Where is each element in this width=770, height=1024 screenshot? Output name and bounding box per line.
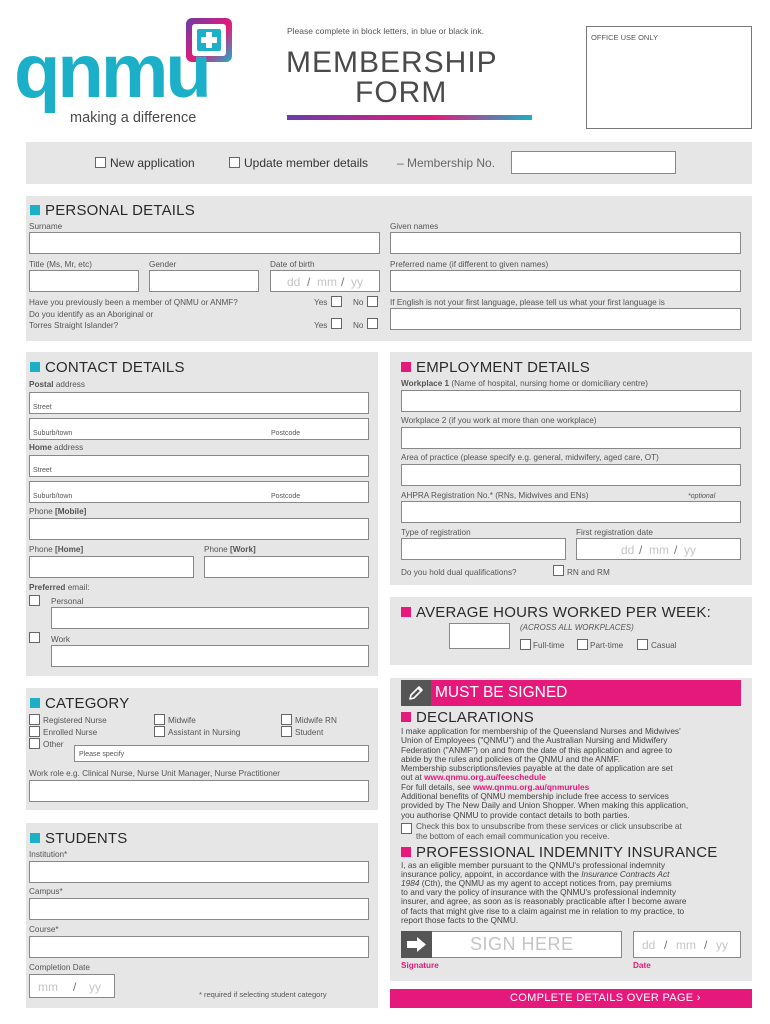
title-field[interactable] [29, 270, 139, 292]
personal-details-title: PERSONAL DETAILS [30, 202, 195, 219]
dob-dd: dd [287, 275, 301, 289]
suburb-hint: Suburb/town [33, 493, 73, 500]
midwife-checkbox[interactable] [154, 714, 165, 725]
postcode-hint: Postcode [271, 493, 301, 500]
institution-field[interactable] [29, 861, 369, 883]
enrolled-nurse-label: Enrolled Nurse [43, 728, 98, 737]
course-field[interactable] [29, 936, 369, 958]
email-work-label: Work [51, 635, 70, 644]
section-marker [401, 607, 411, 617]
part-time-checkbox[interactable] [577, 639, 588, 650]
hours-subtitle: (ACROSS ALL WORKPLACES) [520, 623, 634, 632]
banner-icon-box [401, 680, 431, 706]
completion-yy: yy [89, 980, 101, 994]
prev-member-no-label: No [353, 298, 364, 307]
pi-title: PROFESSIONAL INDEMNITY INSURANCE [401, 844, 717, 861]
preferred-name-field[interactable] [390, 270, 741, 292]
students-title: STUDENTS [30, 830, 127, 847]
surname-label: Surname [29, 222, 63, 231]
email-work-checkbox[interactable] [29, 632, 40, 643]
arrow-right-icon [406, 936, 427, 953]
ahpra-field[interactable] [401, 501, 741, 523]
date-label: Date [633, 961, 651, 970]
reg-slash-1: / [639, 543, 643, 557]
office-use-box [586, 26, 752, 129]
enrolled-nurse-checkbox[interactable] [29, 726, 40, 737]
section-marker [30, 833, 40, 843]
workplace2-label: Workplace 2 (if you work at more than one workplace) [401, 416, 597, 425]
campus-label: Campus* [29, 887, 63, 896]
first-language-label: If English is not your first language, please tell us what your first language is [390, 298, 665, 307]
type-registration-label: Type of registration [401, 528, 471, 537]
given-names-field[interactable] [390, 232, 741, 254]
pi-line2: insurance policy, appoint, in accordance with the Insurance Contracts Act [401, 869, 670, 879]
email-personal-field[interactable] [51, 607, 369, 629]
aboriginal-question-line1: Do you identify as an Aboriginal or [29, 310, 154, 319]
gender-field[interactable] [149, 270, 259, 292]
hours-field[interactable] [449, 623, 510, 649]
dob-slash-2: / [341, 275, 345, 289]
workplace1-label: Workplace 1 (Name of hospital, nursing home or domiciliary centre) [401, 379, 648, 388]
complete-details-text: COMPLETE DETAILS OVER PAGE › [510, 992, 701, 1004]
postal-address-label: Postal address [29, 380, 85, 389]
form-title-line1: MEMBERSHIP [286, 46, 498, 79]
preferred-email-label: Preferred email: [29, 583, 90, 592]
first-language-field[interactable] [390, 308, 741, 330]
must-be-signed-banner [401, 680, 741, 706]
form-title-line2: FORM [355, 76, 448, 109]
full-details-text: For full details, see www.qnmu.org.au/qnmurules [401, 782, 590, 792]
campus-field[interactable] [29, 898, 369, 920]
student-checkbox[interactable] [281, 726, 292, 737]
student-footnote: * required if selecting student category [199, 990, 327, 999]
sign-arrow-box [401, 931, 432, 958]
aboriginal-question-line2: Torres Straight Islander? [29, 321, 119, 330]
employment-details-title: EMPLOYMENT DETAILS [401, 359, 590, 376]
declarations-text: I make application for membership of the Queensland Nurses and Midwives' Union of Employees ("QNMU") and the Australian Nursing and Midwifery Federation ("ANMF") on and from the date of this application and agree to abide by the rules and policies of the QNMU and the ANMF. Membership subscriptions/levies payable at the date of application are set out at www.qnmu.org.au/feeschedule [401, 726, 681, 783]
ain-checkbox[interactable] [154, 726, 165, 737]
email-work-field[interactable] [51, 645, 369, 667]
phone-mobile-label: Phone [Mobile] [29, 507, 87, 516]
work-role-label: Work role e.g. Clinical Nurse, Nurse Unit Manager, Nurse Practitioner [29, 769, 281, 778]
new-application-checkbox[interactable] [95, 157, 106, 168]
must-be-signed-text: MUST BE SIGNED [435, 684, 568, 701]
sign-slash-1: / [664, 938, 668, 952]
aboriginal-yes-checkbox[interactable] [331, 318, 342, 329]
sign-here-hint: SIGN HERE [470, 934, 574, 954]
title-label: Title (Ms, Mr, etc) [29, 260, 92, 269]
workplace2-field[interactable] [401, 427, 741, 449]
postcode-hint: Postcode [271, 430, 301, 437]
workplace1-field[interactable] [401, 390, 741, 412]
rules-link[interactable]: www.qnmu.org.au/qnmurules [472, 782, 590, 792]
sign-mm: mm [676, 938, 696, 952]
declarations-title: DECLARATIONS [401, 709, 534, 726]
casual-label: Casual [651, 641, 677, 650]
unsubscribe-line2: the bottom of each email communication you receive. [416, 832, 610, 841]
part-time-label: Part-time [590, 641, 624, 650]
pi-line1: I, as an eligible member pursuant to the QNMU's professional indemnity [401, 860, 665, 870]
preferred-name-label: Preferred name (if different to given names) [390, 260, 549, 269]
given-names-label: Given names [390, 222, 439, 231]
gender-label: Gender [149, 260, 177, 269]
section-marker [401, 847, 411, 857]
unsubscribe-checkbox[interactable] [401, 823, 412, 834]
work-role-field[interactable] [29, 780, 369, 802]
completion-date-field[interactable] [29, 974, 115, 998]
reg-dd: dd [621, 543, 635, 557]
sign-slash-2: / [704, 938, 708, 952]
postal-suburb-field[interactable] [29, 418, 369, 440]
first-registration-label: First registration date [576, 528, 653, 537]
update-details-label: Update member details [244, 156, 369, 170]
reg-mm: mm [649, 543, 669, 557]
section-marker [30, 362, 40, 372]
surname-field[interactable] [29, 232, 380, 254]
home-address-label: Home address [29, 443, 84, 452]
signature-field[interactable] [401, 931, 622, 958]
section-marker [30, 698, 40, 708]
ain-label: Assistant in Nursing [168, 728, 241, 737]
home-suburb-field[interactable] [29, 481, 369, 503]
signature-label: Signature [401, 961, 439, 970]
aboriginal-no-label: No [353, 321, 364, 330]
student-label: Student [295, 728, 324, 737]
other-specify-field[interactable] [74, 745, 369, 762]
dob-label: Date of birth [270, 260, 315, 269]
midwife-rn-label: Midwife RN [295, 716, 337, 725]
other-checkbox[interactable] [29, 738, 40, 749]
pencil-icon [407, 684, 425, 702]
area-of-practice-field[interactable] [401, 464, 741, 486]
ink-instruction: Please complete in block letters, in blue or black ink. [287, 26, 485, 36]
sign-dd: dd [642, 938, 656, 952]
first-registration-field[interactable] [576, 538, 741, 560]
aboriginal-yes-label: Yes [314, 321, 328, 330]
ahpra-optional-note: *optional [688, 493, 716, 500]
complete-details-banner[interactable] [390, 989, 752, 1008]
ahpra-label: AHPRA Registration No.* (RNs, Midwives and ENs) [401, 491, 589, 500]
completion-date-label: Completion Date [29, 963, 90, 972]
full-time-checkbox[interactable] [520, 639, 531, 650]
type-registration-field[interactable] [401, 538, 566, 560]
dual-qualifications-label: Do you hold dual qualifications? [401, 568, 517, 577]
prev-member-yes-label: Yes [314, 298, 328, 307]
please-specify-hint: Please specify [79, 751, 125, 758]
phone-home-field[interactable] [29, 556, 194, 578]
unsubscribe-line1: Check this box to unsubscribe from these services or click unsubscribe at [416, 822, 682, 831]
pi-text-rest: to and vary the policy of insurance with the QNMU's professional indemnity insurer, and agree, as soon as is reasonably practicable after I become aware of facts that might give rise to a claim against me in relation to my practice, to report those facts to the QNMU. [401, 887, 687, 925]
phone-mobile-field[interactable] [29, 518, 369, 540]
phone-work-field[interactable] [204, 556, 369, 578]
registered-nurse-checkbox[interactable] [29, 714, 40, 725]
reg-yy: yy [684, 543, 696, 557]
other-label: Other [43, 740, 64, 749]
title-underline [287, 115, 532, 120]
midwife-rn-checkbox[interactable] [281, 714, 292, 725]
email-personal-label: Personal [51, 597, 84, 606]
sign-yy: yy [716, 938, 728, 952]
street-hint: Street [33, 404, 52, 411]
prev-member-yes-checkbox[interactable] [331, 296, 342, 307]
home-street-field[interactable] [29, 455, 369, 477]
previous-member-question: Have you previously been a member of QNMU or ANMF? [29, 298, 238, 307]
membership-no-label: – Membership No. [397, 156, 496, 170]
phone-work-label: Phone [Work] [204, 545, 256, 554]
institution-label: Institution* [29, 850, 68, 859]
course-label: Course* [29, 925, 59, 934]
office-use-label: OFFICE USE ONLY [591, 33, 658, 42]
logo-wordmark: qnmu [14, 29, 209, 114]
new-application-label: New application [110, 156, 195, 170]
logo [14, 18, 244, 130]
dob-slash-1: / [307, 275, 311, 289]
membership-no-field[interactable] [511, 151, 676, 174]
category-title: CATEGORY [30, 695, 129, 712]
rn-rm-label: RN and RM [567, 568, 610, 577]
dob-field[interactable] [270, 270, 380, 292]
section-marker [30, 205, 40, 215]
area-of-practice-label: Area of practice (please specify e.g. general, midwifery, aged care, OT) [401, 453, 659, 462]
section-marker [401, 712, 411, 722]
prev-member-no-checkbox[interactable] [367, 296, 378, 307]
full-time-label: Full-time [533, 641, 565, 650]
street-hint: Street [33, 467, 52, 474]
fees-link[interactable]: www.qnmu.org.au/feeschedule [424, 772, 546, 783]
completion-slash: / [73, 980, 77, 994]
rn-rm-checkbox[interactable] [553, 565, 564, 576]
registered-nurse-label: Registered Nurse [43, 716, 107, 725]
contact-details-title: CONTACT DETAILS [30, 359, 185, 376]
midwife-label: Midwife [168, 716, 196, 725]
dob-mm: mm [317, 275, 337, 289]
benefits-text: Additional benefits of QNMU membership include free access to services provided by The New Daily and Union Shopper. When making this application, you authorise QNMU to provide contact details to both parties. [401, 791, 689, 820]
logo-tagline: making a difference [70, 110, 197, 126]
dob-yy: yy [351, 275, 363, 289]
section-marker [401, 362, 411, 372]
update-details-checkbox[interactable] [229, 157, 240, 168]
suburb-hint: Suburb/town [33, 430, 73, 437]
reg-slash-2: / [674, 543, 678, 557]
aboriginal-no-checkbox[interactable] [367, 318, 378, 329]
sign-date-field[interactable] [633, 931, 741, 958]
phone-home-label: Phone [Home] [29, 545, 84, 554]
pi-line3: 1984 (Cth), the QNMU as my agent to accept notices from, pay premiums [401, 878, 672, 888]
email-personal-checkbox[interactable] [29, 595, 40, 606]
postal-street-field[interactable] [29, 392, 369, 414]
hours-title: AVERAGE HOURS WORKED PER WEEK: [401, 604, 711, 621]
casual-checkbox[interactable] [637, 639, 648, 650]
completion-mm: mm [38, 980, 58, 994]
